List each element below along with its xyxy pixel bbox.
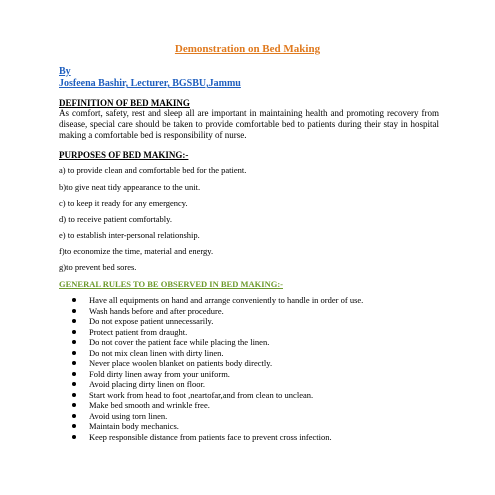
bullet-icon [72, 435, 76, 439]
rule-item [72, 358, 363, 369]
purposes-heading: PURPOSES OF BED MAKING:- [59, 150, 189, 160]
bullet-icon [72, 414, 76, 418]
bullet-icon [72, 424, 76, 428]
rule-item [72, 295, 363, 306]
rule-text: Wash hands before and after procedure. [89, 305, 224, 316]
rule-text: Have all equipments on hand and arrange conveniently to handle in order of use. [89, 295, 364, 305]
byline-by: By [59, 66, 71, 77]
bullet-icon [72, 319, 76, 323]
document-title: Demonstration on Bed Making [174, 43, 321, 55]
rule-text: Do not expose patient unnecessarily. [89, 316, 214, 326]
bullet-icon [72, 372, 76, 376]
rule-text: Avoid using torn linen. [89, 410, 168, 421]
rule-item [72, 337, 363, 348]
bullet-icon [72, 361, 76, 365]
rule-text: Never place woolen blanket on patients body directly. [89, 358, 273, 368]
bullet-icon [72, 403, 76, 407]
purpose-item: e) to establish inter-personal relationship. [59, 230, 200, 240]
rule-text: Protect patient from draught. [89, 326, 188, 337]
bullet-icon [72, 382, 76, 386]
bullet-icon [72, 351, 76, 355]
rule-text: Start work from head to foot ,neartofar,and from clean to unclean. [89, 389, 314, 400]
rule-text: Do not mix clean linen with dirty linen. [89, 347, 224, 358]
rule-item [72, 369, 363, 380]
rule-text: Fold dirty linen away from your uniform. [89, 368, 230, 379]
rule-text: Avoid placing dirty linen on floor. [89, 379, 205, 389]
rule-item [72, 400, 363, 411]
rule-text: Keep responsible distance from patients face to prevent cross infection. [89, 431, 332, 442]
rule-text: Maintain body mechanics. [89, 421, 179, 431]
rule-item [72, 327, 363, 338]
rule-item [72, 411, 363, 422]
rule-item [72, 432, 363, 443]
purpose-item: g)to prevent bed sores. [59, 262, 137, 272]
purpose-item: f)to economize the time, material and energy. [59, 246, 214, 256]
purpose-item: a) to provide clean and comfortable bed for the patient. [59, 165, 247, 175]
purpose-item: b)to give neat tidy appearance to the unit. [59, 182, 201, 192]
bullet-icon [72, 393, 76, 397]
general-rules-list [72, 295, 363, 442]
rule-text: Do not cover the patient face while placing the linen. [89, 337, 270, 347]
purpose-item: d) to receive patient comfortably. [59, 214, 172, 224]
rule-item [72, 421, 363, 432]
bullet-icon [72, 309, 76, 313]
bullet-icon [72, 298, 76, 302]
bullet-icon [72, 340, 76, 344]
rule-item [72, 390, 363, 401]
general-rules-heading: GENERAL RULES TO BE OBSERVED IN BED MAKING:- [59, 279, 283, 289]
definition-text: As comfort, safety, rest and sleep all are important in maintaining health and promoting recovery from disease, special care should be taken to provide comfortable bed to patients during their stay in hospital making a comfortable bed is responsibility of nurse. [59, 108, 439, 140]
bullet-icon [72, 330, 76, 334]
author-line: Josfeena Bashir, Lecturer, BGSBU,Jammu [59, 78, 241, 89]
rule-item [72, 348, 363, 359]
rule-item [72, 379, 363, 390]
rule-item [72, 316, 363, 327]
rule-item [72, 306, 363, 317]
rule-text: Make bed smooth and wrinkle free. [89, 400, 210, 410]
purpose-item: c) to keep it ready for any emergency. [59, 198, 188, 208]
definition-heading: DEFINITION OF BED MAKING [59, 98, 190, 108]
